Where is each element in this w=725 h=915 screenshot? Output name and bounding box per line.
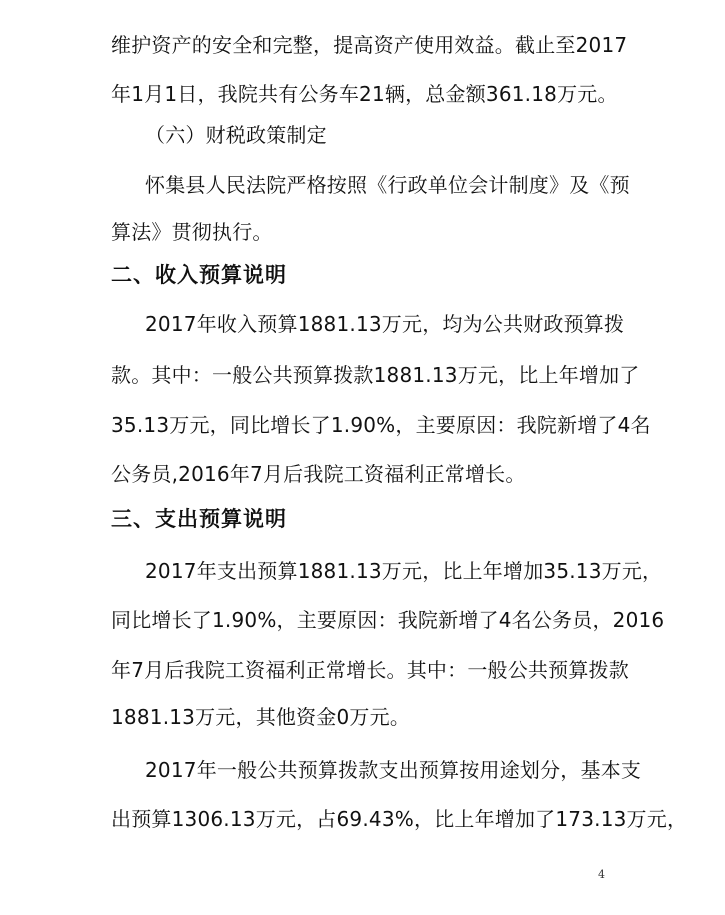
paragraph-line: 2017年收入预算1881.13万元，均为公共财政预算拨 [145,312,625,336]
paragraph-line: 算法》贯彻执行。 [111,220,273,244]
paragraph-line: 款。其中：一般公共预算拨款1881.13万元，比上年增加了 [111,363,640,387]
paragraph-line: 出预算1306.13万元，占69.43%，比上年增加了173.13万元， [111,807,688,831]
page-number: 4 [598,868,605,881]
paragraph-line: 1881.13万元，其他资金0万元。 [111,705,411,729]
subsection-title: （六）财税政策制定 [145,123,327,147]
paragraph-line: 怀集县人民法院严格按照《行政单位会计制度》及《预 [145,173,630,197]
paragraph-line: 维护资产的安全和完整，提高资产使用效益。截止至2017 [111,33,628,57]
paragraph-line: 2017年一般公共预算拨款支出预算按用途划分，基本支 [145,758,642,782]
paragraph-line: 公务员,2016年7月后我院工资福利正常增长。 [111,462,526,486]
section-heading-income: 二、收入预算说明 [111,263,287,287]
paragraph-line: 35.13万元，同比增长了1.90%，主要原因：我院新增了4名 [111,413,651,437]
paragraph-line: 年1月1日，我院共有公务车21辆，总金额361.18万元。 [111,82,618,106]
paragraph-line: 2017年支出预算1881.13万元，比上年增加35.13万元， [145,559,663,583]
paragraph-line: 年7月后我院工资福利正常增长。其中：一般公共预算拨款 [111,658,629,682]
section-heading-expenditure: 三、支出预算说明 [111,507,287,531]
paragraph-line: 同比增长了1.90%，主要原因：我院新增了4名公务员，2016 [111,608,665,632]
